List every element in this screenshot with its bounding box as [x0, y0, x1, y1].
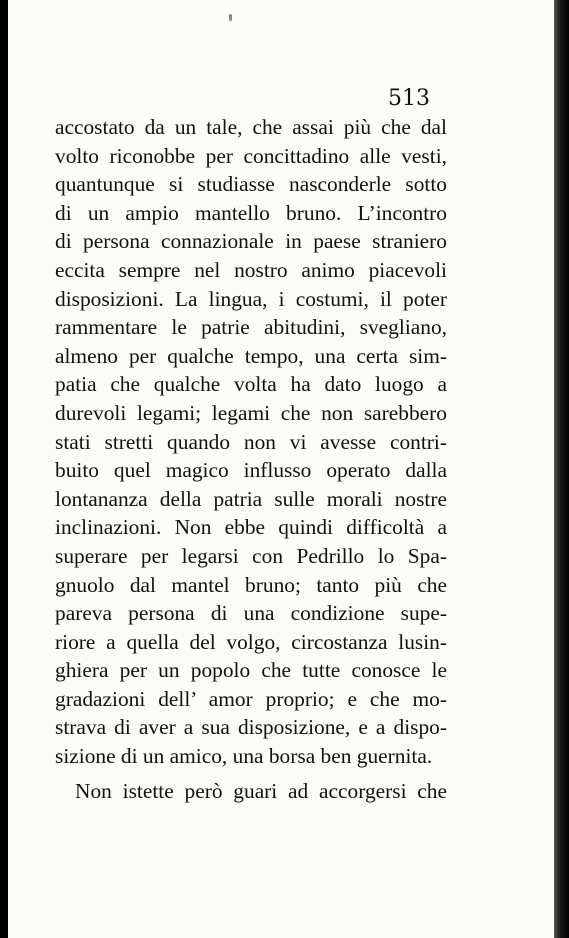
text-line: riore a quella del volgo, circostanza lusin-	[55, 629, 447, 654]
text-line: pareva persona di una condizione supe-	[55, 601, 447, 626]
text-line: inclinazioni. Non ebbe quindi difficoltà a	[55, 515, 447, 540]
text-line: patia che qualche volta ha dato luogo a	[55, 372, 447, 397]
paragraph-last-line: sizione di un amico, una borsa ben guernita.	[55, 744, 433, 769]
text-line: rammentare le patrie abitudini, svegliano,	[55, 315, 447, 340]
text-line: volto riconobbe per concittadino alle vesti,	[55, 143, 447, 168]
text-line: disposizioni. La lingua, i costumi, il poter	[55, 286, 447, 311]
text-line: ghiera per un popolo che tutte conosce le	[55, 658, 447, 683]
paragraph-first-line: Non istette però guari ad accorgersi che	[75, 778, 447, 803]
text-line: strava di aver a sua disposizione, e a dispo-	[55, 715, 447, 740]
book-page	[8, 0, 554, 938]
body-text	[55, 113, 447, 805]
text-line: di un ampio mantello bruno. L’incontro	[55, 200, 447, 225]
page-edge-shadow	[554, 0, 569, 938]
text-line: di persona connazionale in paese straniero	[55, 229, 447, 254]
text-line: gnuolo dal mantel bruno; tanto più che	[55, 572, 447, 597]
page-number: 513	[388, 86, 430, 111]
text-line: accostato da un tale, che assai più che dal	[55, 115, 447, 139]
text-line: lontananza della patria sulle morali nostre	[55, 486, 447, 511]
text-line: buito quel magico influsso operato dalla	[55, 458, 447, 483]
text-line: superare per legarsi con Pedrillo lo Spa-	[55, 543, 447, 568]
text-line: gradazioni dell’ amor proprio; e che mo-	[55, 686, 447, 711]
text-line: durevoli legami; legami che non sarebbero	[55, 400, 447, 425]
text-line: eccita sempre nel nostro animo piacevoli	[55, 257, 447, 282]
ink-speck	[229, 14, 232, 21]
text-line: almeno per qualche tempo, una certa sim-	[55, 343, 447, 368]
text-line: quantunque si studiasse nasconderle sotto	[55, 172, 447, 197]
text-line: stati stretti quando non vi avesse contri-	[55, 429, 447, 454]
